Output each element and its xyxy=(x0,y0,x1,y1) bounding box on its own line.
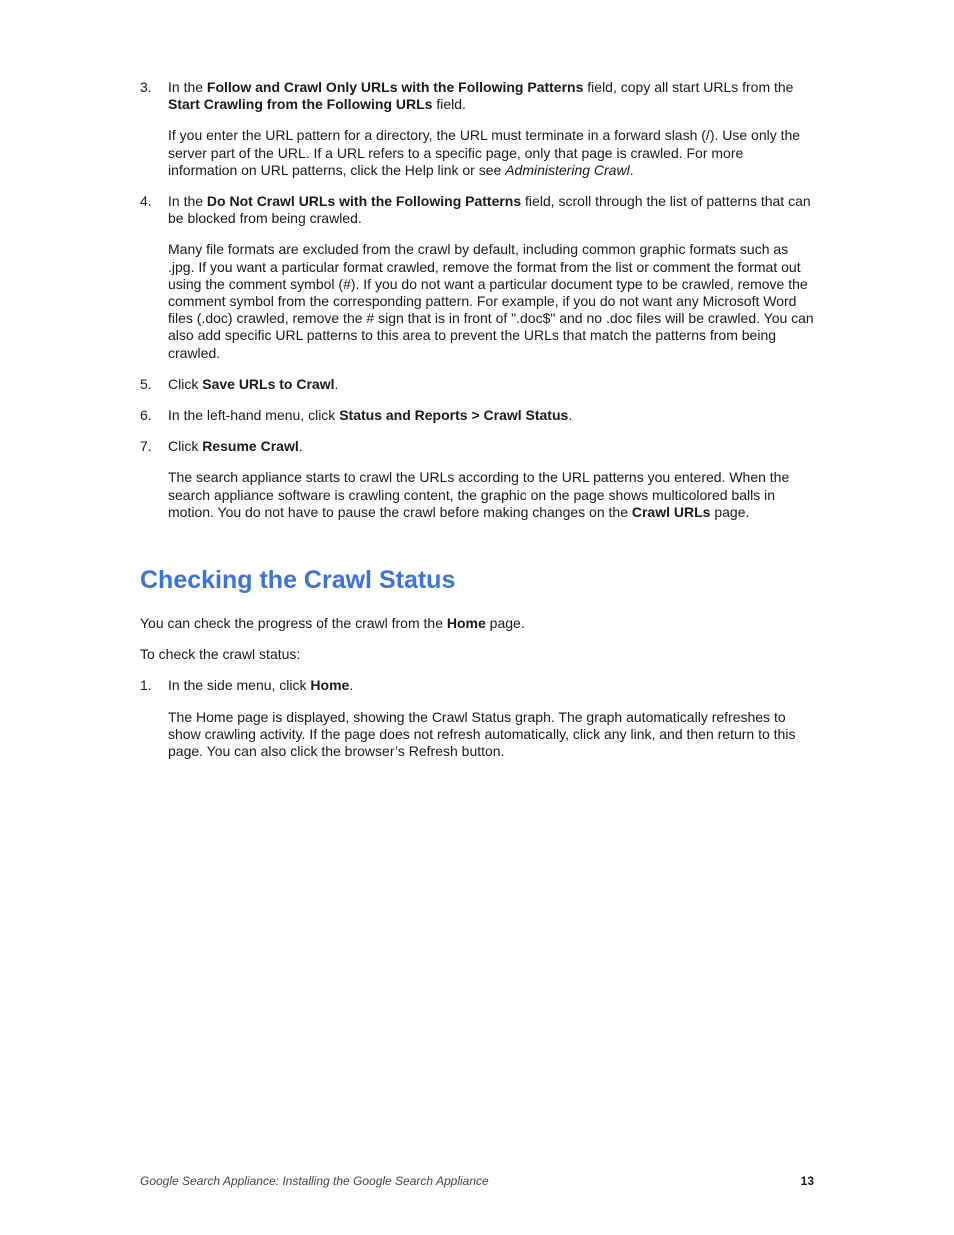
menu-item-name: Home xyxy=(310,677,350,694)
page-name: Home xyxy=(446,615,486,632)
step-detail: If you enter the URL pattern for a directory, the URL must terminate in a forward slash (/). Use only the server part of the URL. If a URL refers to a specific page, only that page is crawled. For more information on URL patterns, click the Help link or see Administering Crawl. xyxy=(168,127,801,178)
step-detail: The search appliance starts to crawl the URLs according to the URL patterns you entered. When the search appliance software is crawling content, the graphic on the page shows multicolored balls in motion. You do not have to pause the crawl before making changes on the Crawl URLs page. xyxy=(168,469,790,520)
button-name: Save URLs to Crawl xyxy=(202,375,335,392)
field-name: Do Not Crawl URLs with the Following Patterns xyxy=(206,193,522,210)
menu-path: Status and Reports > Crawl Status xyxy=(339,407,569,424)
step-detail: Many file formats are excluded from the crawl by default, including common graphic formats such as .jpg. If you want a particular format crawled, remove the format from the list or comment the format out using the comment symbol (#). If you do not want a particular document type to be crawled, remove the comment symbol from the corresponding pattern. For example, if you do not want any Microsoft Word files (.doc) crawled, remove the # sign that is in front of ".doc$" and no .doc files will be crawled. You can also add specific URL patterns to this area to prevent the URLs that match the patterns from being crawled. xyxy=(168,241,814,361)
step-number: 4. xyxy=(140,193,152,210)
step-5 xyxy=(140,376,816,393)
step-number: 6. xyxy=(140,407,152,424)
step-number: 1. xyxy=(140,677,152,694)
document-body xyxy=(140,79,816,774)
step-text: In the Do Not Crawl URLs with the Following Patterns field, scroll through the list of patterns that can be blocked from being crawled. xyxy=(168,193,811,227)
page-number: 13 xyxy=(800,1174,814,1188)
section-intro: You can check the progress of the crawl from the Home page. xyxy=(140,615,525,632)
step-3 xyxy=(140,79,816,179)
step-text: In the left-hand menu, click Status and Reports > Crawl Status. xyxy=(168,407,573,424)
field-name: Follow and Crawl Only URLs with the Following Patterns xyxy=(206,79,584,95)
section-lead: To check the crawl status: xyxy=(140,646,301,663)
section-heading: Checking the Crawl Status xyxy=(140,566,456,595)
step-4 xyxy=(140,193,816,362)
footer-title: Google Search Appliance: Installing the Google Search Appliance xyxy=(140,1174,489,1188)
step-text: Click Save URLs to Crawl. xyxy=(168,375,339,392)
step-detail: The Home page is displayed, showing the Crawl Status graph. The graph automatically refreshes to show crawling activity. If the page does not refresh automatically, click any link, and then return to this page. You can also click the browser’s Refresh button. xyxy=(168,708,796,760)
page-name: Crawl URLs xyxy=(631,503,711,520)
step-number: 3. xyxy=(140,79,152,95)
step-6 xyxy=(140,407,816,424)
field-name: Start Crawling from the Following URLs xyxy=(168,96,433,113)
step-number: 5. xyxy=(140,375,152,392)
step-1 xyxy=(140,677,816,760)
step-number: 7. xyxy=(140,438,152,455)
doc-reference: Administering Crawl xyxy=(505,161,630,178)
step-text: In the side menu, click Home. xyxy=(168,677,354,694)
step-text: Click Resume Crawl. xyxy=(168,438,303,455)
step-7 xyxy=(140,438,816,521)
step-text: In the Follow and Crawl Only URLs with the Following Patterns field, copy all start URLs from the Start Crawling from the Following URLs field. xyxy=(168,79,794,113)
button-name: Resume Crawl xyxy=(202,438,299,455)
